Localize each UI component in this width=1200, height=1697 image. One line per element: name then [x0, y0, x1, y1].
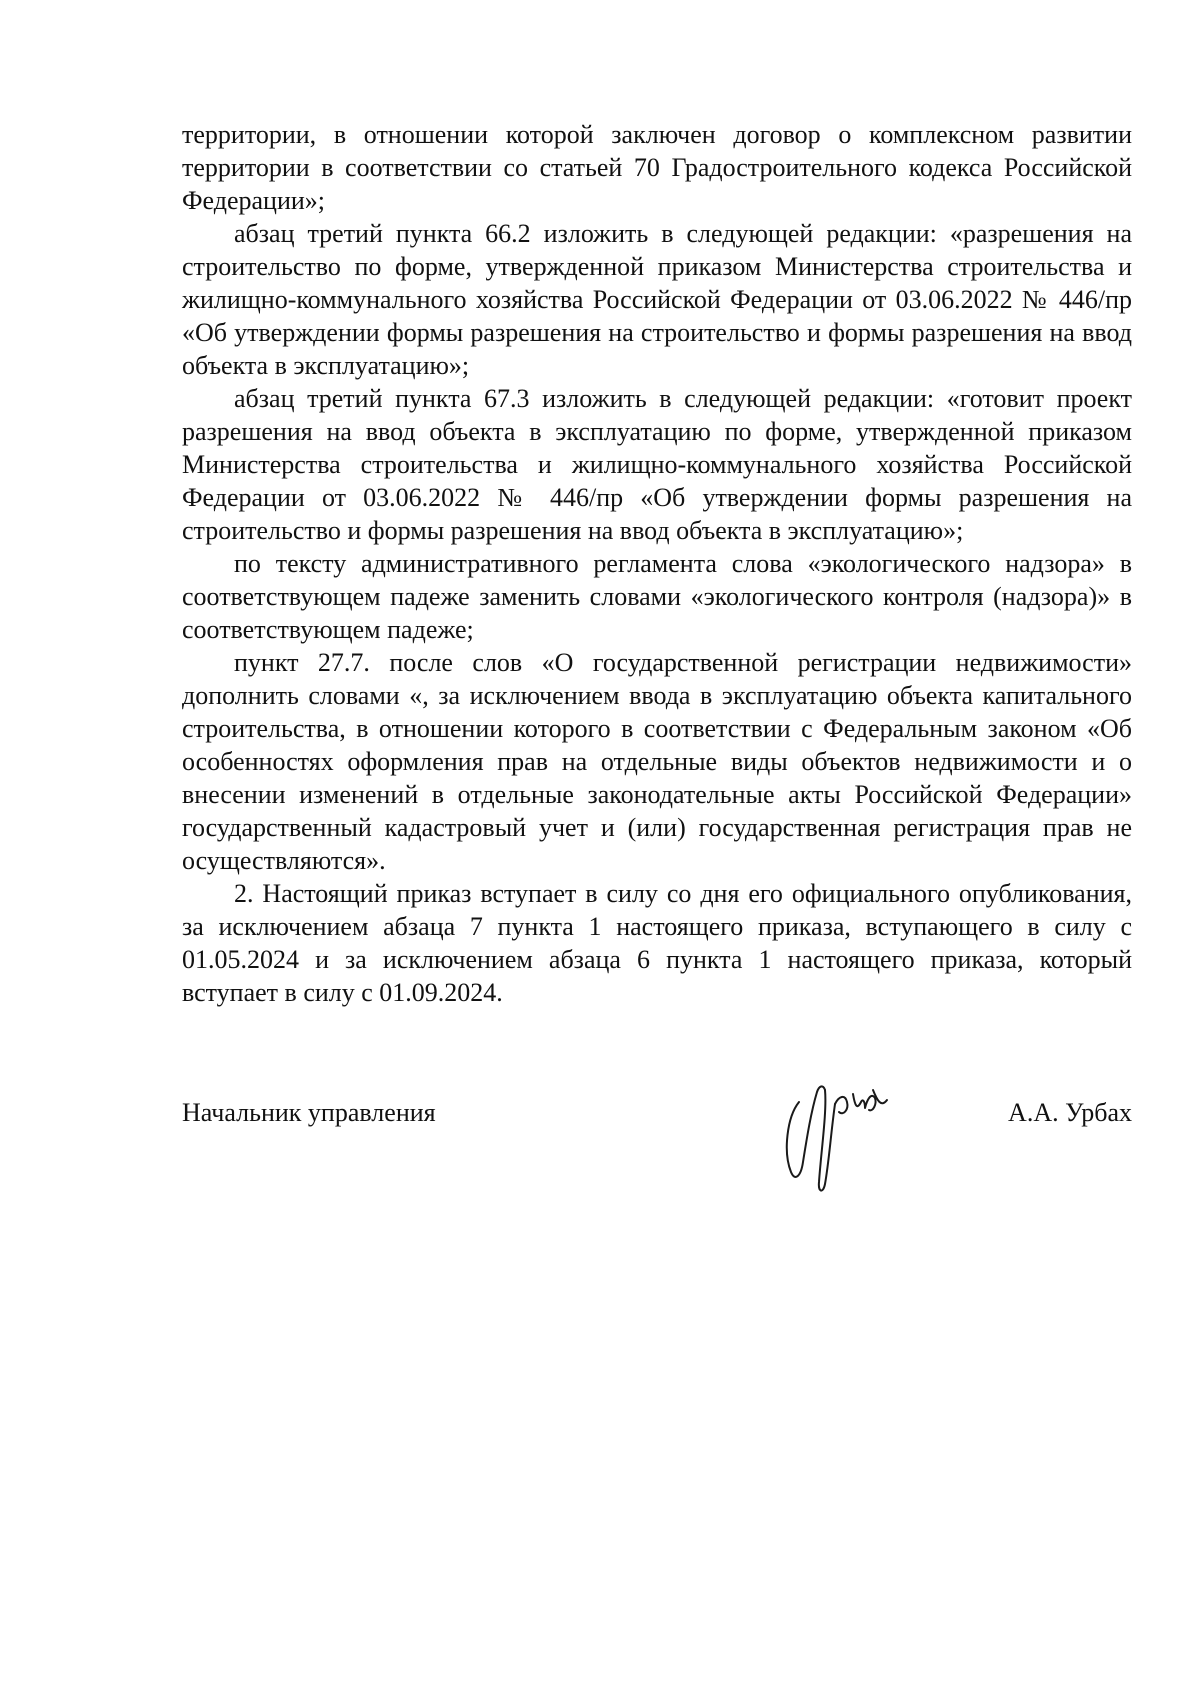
paragraph-4: по тексту административного регламента слова «экологического надзора» в соответствующем падеже заменить словами «экологического контроля (надзора)» в соответствующем падеже;	[182, 549, 1132, 644]
handwritten-signature-icon	[777, 1072, 897, 1202]
signer-name: А.А. Урбах	[1008, 1098, 1132, 1127]
paragraph-5: пункт 27.7. после слов «О государственной регистрации недвижимости» дополнить словами «, за исключением ввода в эксплуатацию объекта капитального строительства, в отношении которого в соответствии с Федеральным законом «Об особенностях оформления прав на отдельные виды объектов недвижимости и о внесении изменений в отдельные законодательные акты Российской Федерации» государственный кадастровый учет и (или) государственная регистрация прав не осуществляются».	[182, 648, 1132, 875]
paragraph-3: абзац третий пункта 67.3 изложить в следующей редакции: «готовит проект разрешения на ввод объекта в эксплуатацию по форме, утвержденной приказом Министерства строительства и жилищно-коммунального хозяйства Российской Федерации от 03.06.2022 № 446/пр «Об утверждении формы разрешения на строительство и формы разрешения на ввод объекта в эксплуатацию»;	[182, 384, 1132, 545]
paragraph-1: территории, в отношении которой заключен договор о комплексном развитии территории в соответствии со статьей 70 Градостроительного кодекса Российской Федерации»;	[182, 120, 1132, 215]
paragraph-6: 2. Настоящий приказ вступает в силу со дня его официального опубликования, за исключением абзаца 7 пункта 1 настоящего приказа, вступающего в силу с 01.05.2024 и за исключением абзаца 6 пункта 1 настоящего приказа, который вступает в силу с 01.09.2024.	[182, 879, 1132, 1007]
paragraph-2: абзац третий пункта 66.2 изложить в следующей редакции: «разрешения на строительство по форме, утвержденной приказом Министерства строительства и жилищно-коммунального хозяйства Российской Федерации от 03.06.2022 № 446/пр «Об утверждении формы разрешения на строительство и формы разрешения на ввод объекта в эксплуатацию»;	[182, 219, 1132, 380]
signer-position: Начальник управления	[182, 1098, 436, 1127]
signature-block	[182, 1090, 1132, 1210]
document-body	[182, 118, 1132, 1009]
